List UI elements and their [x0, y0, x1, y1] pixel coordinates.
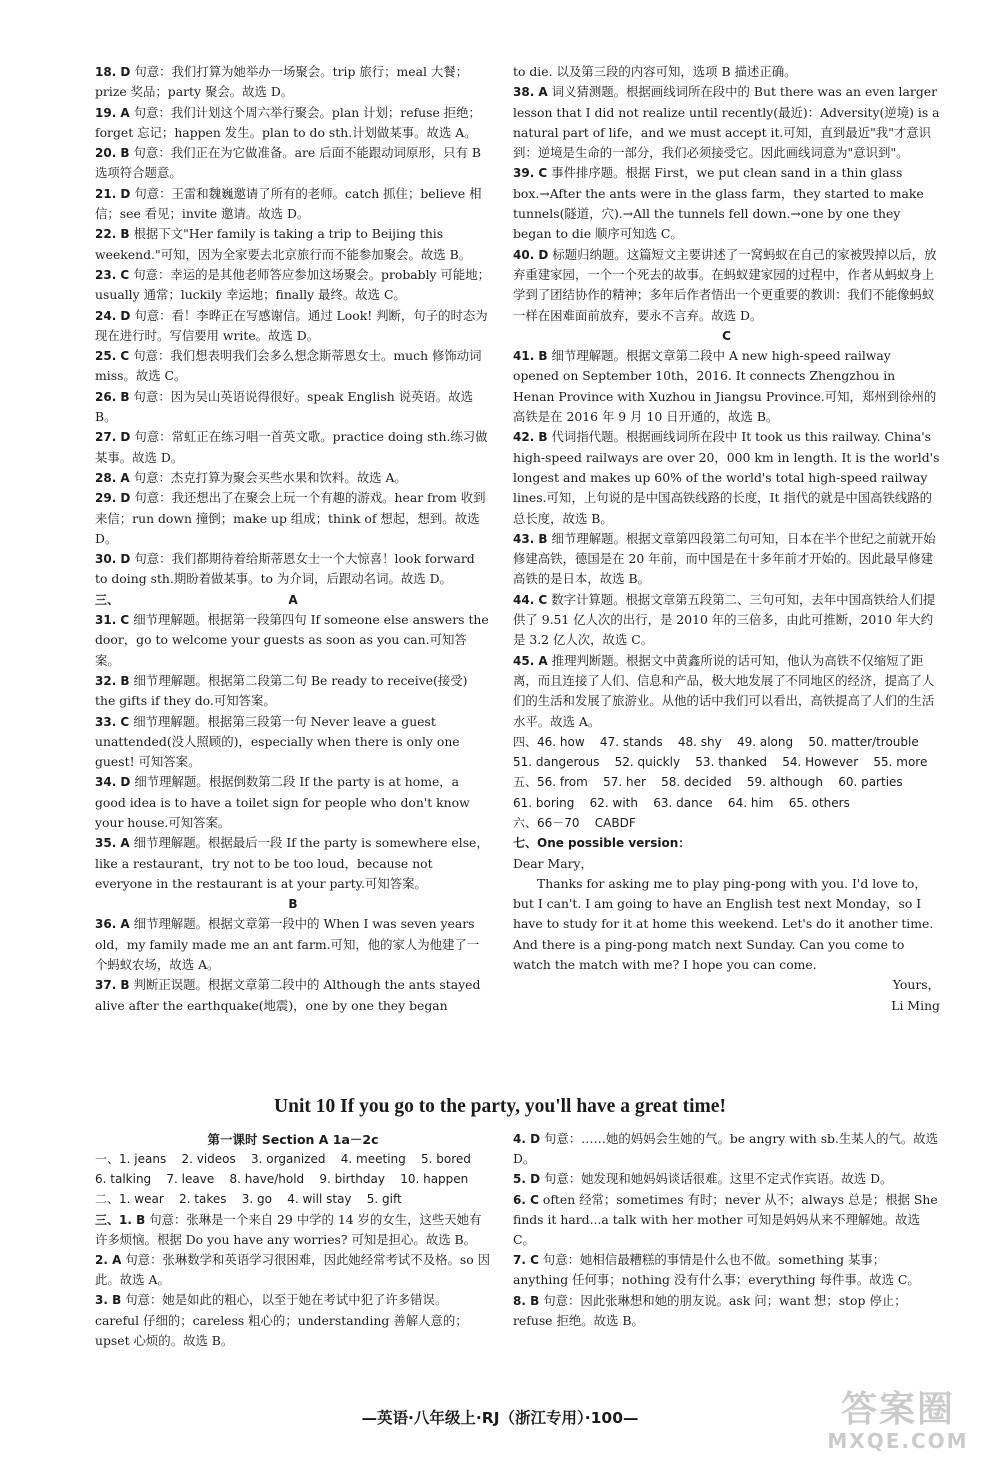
- answer-explanation: 句意：因为吴山英语说得很好。speak English 说英语。故选 B。: [95, 388, 477, 425]
- answer-key-line: 五、56. from 57. her 58. decided 59. although 60. parties: [513, 775, 903, 790]
- answer-explanation: 句意：我们打算为她举办一场聚会。trip 旅行；meal 大餐；prize 奖品；party 聚会。故选 D。: [95, 64, 469, 100]
- answer-number: 39. C: [513, 166, 548, 181]
- lower-left-column: [95, 1149, 491, 1351]
- section-number: 三、: [95, 592, 120, 607]
- left-column: [95, 62, 491, 1016]
- answer-number: 25. C: [95, 349, 130, 364]
- answer-item: [513, 346, 940, 427]
- answer-key-line: 6. talking 7. leave 8. have/hold 9. birthday 10. happen: [95, 1172, 469, 1187]
- answer-number: 27. D: [95, 430, 131, 445]
- answer-explanation: 句意：我们正在为它做准备。are 后面不能跟动词原形，只有 B 选项符合题意。: [95, 145, 485, 181]
- answer-item: [95, 549, 491, 590]
- answer-number: 3. B: [95, 1293, 122, 1308]
- right-column: [513, 62, 944, 1016]
- answer-number: 29. D: [95, 491, 131, 506]
- answer-explanation: 细节理解题。根据文章第二段中 A new high-speed railway opened on September 10th，2016. It connects Zhengzhou in Henan Province with Xuzhou in Jiangsu Province.可知，郑州到徐州的高铁是在 2016 年 9 月 10 日开通的，故选 B。: [513, 348, 937, 425]
- answer-explanation: 句意：因此张琳想和她的朋友说。ask 问；want 想；stop 停止；refuse 拒绝。故选 B。: [513, 1292, 907, 1328]
- answer-item: [513, 427, 944, 528]
- answer-item: [513, 245, 940, 326]
- answer-item: [95, 143, 491, 184]
- answer-number: 44. C: [513, 592, 548, 607]
- answer-number: 31. C: [95, 613, 130, 628]
- answer-explanation: 判断正误题。根据文章第二段中的 Although the ants stayed alive after the earthquake(地震)，one by one they began: [95, 977, 485, 1013]
- answer-number: 三、1. B: [95, 1212, 146, 1227]
- sample-letter: [513, 854, 940, 1016]
- answer-item: [95, 468, 491, 488]
- answer-number: 23. C: [95, 267, 130, 282]
- answer-key-line: 二、1. wear 2. takes 3. go 4. will stay 5. gift: [95, 1192, 402, 1207]
- answer-explanation: 句意：我们计划这个周六举行聚会。plan 计划；refuse 拒绝；forget 忘记；happen 发生。plan to do sth.计划做某事。故选 A。: [95, 104, 481, 140]
- answer-item: [95, 224, 491, 265]
- answer-number: 19. A: [95, 105, 130, 120]
- writing-heading: 七、One possible version：: [513, 836, 691, 851]
- answer-item: [95, 1250, 491, 1290]
- answer-explanation: 句意：张琳数学和英语学习很困难，因此她经常考试不及格。so 因此。故选 A。: [95, 1252, 491, 1288]
- answer-key-line: 51. dangerous 52. quickly 53. thanked 54. However 55. more: [513, 755, 928, 770]
- answer-item: [95, 772, 491, 833]
- answer-number: 4. D: [513, 1132, 541, 1146]
- answer-number: 6. C: [513, 1192, 539, 1207]
- answer-item: [95, 610, 491, 671]
- answer-explanation: 句意：她是如此的粗心，以至于她在考试中犯了许多错误。careful 仔细的；careless 粗心的；understanding 善解人意的；upset 心烦的。故选 B。: [95, 1292, 468, 1348]
- answer-explanation: 句意：我们都期待着给斯蒂恩女士一个大惊喜！look forward to doing sth.期盼着做某事。to 为介词，后跟动名词。故选 D。: [95, 551, 479, 587]
- answer-number: 8. B: [513, 1293, 540, 1308]
- answer-explanation: 细节理解题。根据文章第四段第二句可知，日本在半个世纪之前就开始修建高铁，德国是在 20 年前，而中国是在十多年前才开始的。因此最早修建高铁的是日本，故选 B。: [513, 530, 936, 587]
- answer-number: 37. B: [95, 978, 130, 993]
- page-footer: —英语·八年级上·RJ（浙江专用）·100—: [361, 1409, 639, 1427]
- answer-item: [513, 82, 944, 163]
- unit-title: Unit 10 If you go to the party, you'll have a great time!: [274, 1096, 726, 1117]
- answer-number: 30. D: [95, 552, 131, 567]
- answer-explanation: 句意：王雷和魏巍邀请了所有的老师。catch 抓住；believe 相信；see 看见；invite 邀请。故选 D。: [95, 185, 482, 222]
- answer-explanation: often 经常；sometimes 有时；never 从不；always 总是；根据 She finds it hard...a talk with her mother 可知是妈妈从来不理解她。故选 C。: [513, 1191, 942, 1248]
- answer-explanation: 细节理解题。根据文章第一段中的 When I was seven years old，my family made me an ant farm.可知，他的家人为他建了一个蚂蚁农场，故选 A。: [95, 916, 480, 973]
- answer-item: [513, 163, 940, 244]
- answer-item: [513, 1169, 940, 1189]
- answer-number: 40. D: [513, 247, 549, 262]
- answer-explanation: 推理判断题。根据文中黄鑫所说的话可知，他认为高铁不仅缩短了距离，而且连接了人们、信息和产品，极大地发展了不同地区的经济，提高了人们的生活和发展了旅游业。从他的话中我们可以看出，高铁提高了人们的生活水平。故选 A。: [513, 652, 935, 729]
- answer-explanation: 词义猜测题。根据画线词所在段中的 But there was an even larger lesson that I did not realize until recently(最近)：Adversity(逆境) is a natural part of life，and we must accept it.可知，直到最近"我"才意识到：逆境是生命的一部分，我们必须接受它。因此画线词意为"意识到"。: [513, 84, 944, 161]
- answer-item: [95, 265, 491, 306]
- letter-closing: Yours，: [892, 977, 940, 993]
- answer-explanation: 句意：我们想表明我们会多么想念斯蒂恩女士。much 修饰动词 miss。故选 C。: [95, 348, 486, 384]
- section-heading: [95, 590, 491, 610]
- answer-explanation: 细节理解题。根据倒数第二段 If the party is at home，a good idea is to have a toilet sign for people who don't know your house.可知答案。: [95, 774, 474, 830]
- answer-number: 24. D: [95, 308, 131, 323]
- answer-explanation: 句意：她发现和她妈妈谈话很难。这里不定式作宾语。故选 D。: [544, 1171, 893, 1187]
- answer-explanation: 细节理解题。根据第三段第一句 Never leave a guest unattended(没人照顾的)，especially when there is only one guest! 可知答案。: [95, 713, 464, 770]
- answer-number: 41. B: [513, 349, 548, 364]
- answer-number: 22. B: [95, 227, 130, 242]
- answer-item: [95, 975, 491, 1016]
- answer-number: 45. A: [513, 653, 548, 668]
- answer-number: 28. A: [95, 470, 130, 485]
- answer-explanation: 根据下文"Her family is taking a trip to Beijing this weekend."可知，因为全家要去北京旅行而不能参加聚会。故选 B。: [95, 226, 472, 262]
- answer-item: [513, 1291, 940, 1331]
- answer-explanation: 句意：常虹正在练习唱一首英文歌。practice doing sth.练习做某事。故选 D。: [95, 429, 488, 465]
- answer-number: 26. B: [95, 389, 130, 404]
- answer-item: [95, 914, 491, 975]
- continued-text: to die. 以及第三段的内容可知，选项 B 描述正确。: [513, 64, 797, 79]
- answer-item: [95, 671, 491, 712]
- answer-number: 18. D: [95, 65, 131, 79]
- answer-item: [95, 62, 491, 103]
- answer-number: 2. A: [95, 1253, 122, 1268]
- answer-explanation: 细节理解题。根据第二段第二句 Be ready to receive(接受) the gifts if they do.可知答案。: [95, 672, 472, 709]
- answer-number: 5. D: [513, 1172, 541, 1187]
- answer-explanation: 句意：张琳是一个来自 29 中学的 14 岁的女生，这些天她有许多烦恼。根据 Do you have any worries? 可知是担心。故选 B。: [95, 1211, 482, 1247]
- answer-explanation: 句意：看！李晔正在写感谢信。通过 Look! 判断，句子的时态为现在进行时。写信要用 write。故选 D。: [95, 307, 488, 343]
- answer-explanation: 句意：她相信最糟糕的事情是什么也不做。something 某事；anything 任何事；nothing 没有什么事；everything 每件事。故选 C。: [513, 1252, 920, 1288]
- answer-item: [513, 1129, 940, 1169]
- answer-item: [513, 1250, 940, 1290]
- answer-item: [513, 1190, 940, 1251]
- answer-explanation: 句意：杰克打算为聚会买些水果和饮料。故选 A。: [133, 469, 407, 485]
- answer-number: 33. C: [95, 714, 130, 729]
- passage-label: C: [722, 328, 731, 343]
- answer-number: 43. B: [513, 531, 548, 546]
- answer-number: 35. A: [95, 836, 130, 851]
- letter-body: Thanks for asking me to play ping-pong with you. I'd love to，but I can't. I am going to have an English test next Monday，so I have to study for it at home this weekend. Let's do it another time. And there is a ping-pong match next Sunday. Can you come to watch the match with me? I hope you can come.: [513, 875, 934, 973]
- answer-key-line: 一、1. jeans 2. videos 3. organized 4. meeting 5. bored: [95, 1152, 471, 1166]
- answer-item: [95, 427, 491, 468]
- answer-key-line: 六、66－70 CABDF: [513, 815, 636, 830]
- passage-label: B: [288, 897, 298, 912]
- answer-item: [513, 529, 940, 590]
- answer-item: [95, 103, 491, 144]
- answer-key-line: 四、46. how 47. stands 48. shy 49. along 50. matter/trouble: [513, 734, 919, 749]
- answer-item: [95, 833, 491, 894]
- watermark-url: MXQE.COM: [827, 1429, 969, 1453]
- passage-label: A: [288, 592, 298, 607]
- answer-item: [95, 488, 491, 549]
- letter-signature: Li Ming: [891, 997, 940, 1013]
- answer-number: 38. A: [513, 85, 548, 100]
- watermark-logo: [808, 1390, 988, 1456]
- answer-item: [513, 590, 940, 651]
- answer-explanation: 句意：我还想出了在聚会上玩一个有趣的游戏。hear from 收到来信；run down 撞倒；make up 组成；think of 想起，想到。故选 D。: [95, 490, 486, 546]
- answer-explanation: 细节理解题。根据第一段第四句 If someone else answers the door，go to welcome your guests as soon as you can.可知答案。: [95, 612, 493, 668]
- answer-item: [95, 387, 491, 428]
- answer-item: [95, 184, 491, 225]
- answer-number: 20. B: [95, 146, 130, 161]
- answer-number: 7. C: [513, 1253, 539, 1268]
- answer-key-line: 61. boring 62. with 63. dance 64. him 65. others: [513, 795, 850, 810]
- answer-explanation: 细节理解题。根据最后一段 If the party is somewhere else，like a restaurant，try not to be too loud，because not everyone in the restaurant is at your party.可知答案。: [95, 835, 489, 891]
- lesson-title: 第一课时 Section A 1a－2c: [207, 1132, 379, 1147]
- answer-item: [95, 712, 491, 773]
- answer-number: 32. B: [95, 673, 130, 688]
- answer-number: 42. B: [513, 430, 548, 445]
- answer-number: 21. D: [95, 186, 131, 201]
- answer-item: [95, 306, 491, 347]
- answer-explanation: 数字计算题。根据文章第五段第二、三句可知，去年中国高铁给人们提供了 9.51 亿人次的出行，是 2010 年的三倍多，由此可推断，2010 年大约是 3.2 亿人次，故选 C。: [513, 591, 936, 648]
- answer-explanation: 代词指代题。根据画线词所在段中 It took us this railway. China's high-speed railways are over 20，000 km in length. It is the world's longest and makes up 60% of the world's total high-speed railway lines.可知，上句说的是中国高铁线路的长度，It 指代的就是中国高铁线路的总长度，故选 B。: [513, 429, 944, 526]
- answer-item: [95, 1210, 491, 1250]
- watermark-text: 答案圈: [840, 1389, 955, 1430]
- lower-right-column: [513, 1129, 940, 1331]
- answer-number: 34. D: [95, 775, 131, 790]
- answer-explanation: 事件排序题。根据 First，we put clean sand in a thin glass box.→After the ants were in the glass farm，they started to make tunnels(隧道，穴).→All the tunnels fell down.→one by one they began to die 顺序可知选 C。: [513, 165, 928, 242]
- answer-explanation: 句意：幸运的是其他老师答应参加这场聚会。probably 可能地；usually 通常；luckily 幸运地；finally 最终。故选 C。: [95, 266, 491, 303]
- answer-item: [513, 651, 940, 732]
- answer-number: 36. A: [95, 917, 130, 932]
- answer-explanation: 标题归纳题。这篇短文主要讲述了一窝蚂蚁在自己的家被毁掉以后，放弃重建家园，一个一个死去的故事。在蚂蚁建家园的过程中，作者从蚂蚁身上学到了团结协作的精神；多年后作者悟出一个更重要的教训：我们不能像蚂蚁一样在困难面前放弃，要永不言弃。故选 D。: [513, 246, 937, 323]
- answer-item: [95, 346, 491, 387]
- answer-explanation: 句意：……她的妈妈会生她的气。be angry with sb.生某人的气。故选 D。: [513, 1131, 942, 1167]
- answer-item: [95, 1290, 491, 1351]
- letter-greeting: Dear Mary，: [513, 855, 593, 871]
